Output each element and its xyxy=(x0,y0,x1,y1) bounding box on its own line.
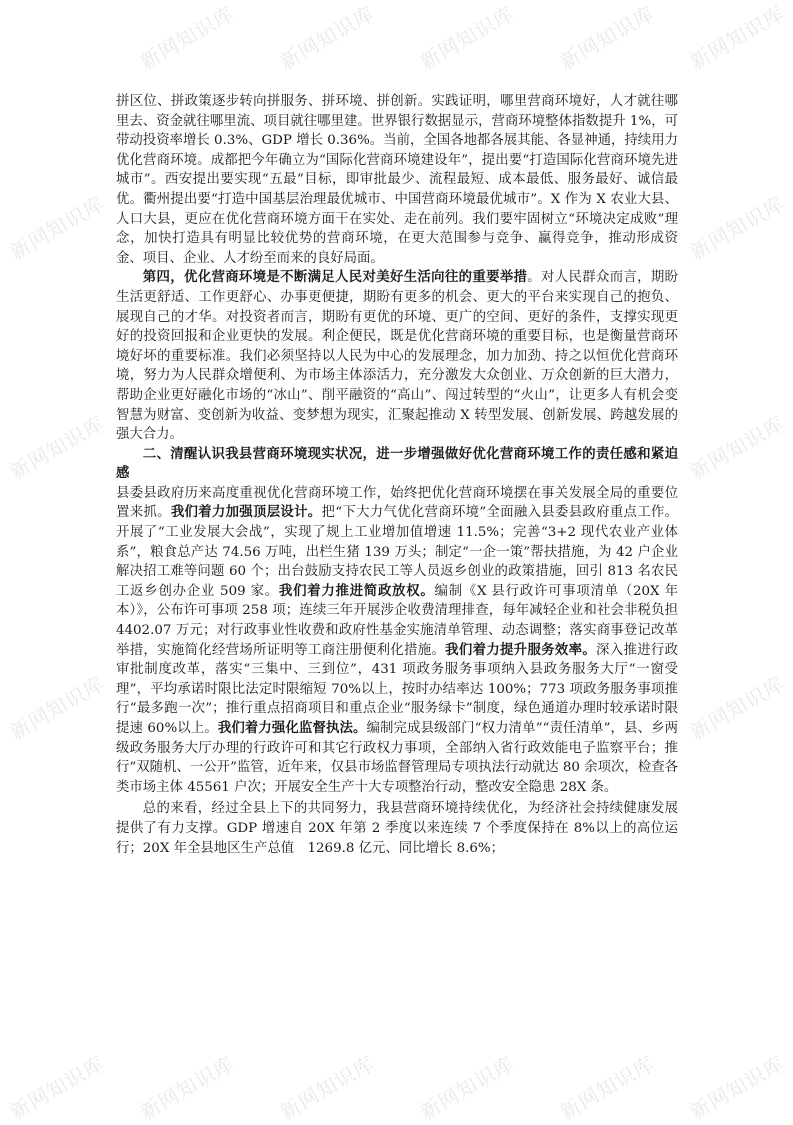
section-heading-2: 二、清醒认识我县营商环境现实状况，进一步增强做好优化营商环境工作的责任感和紧迫感 xyxy=(116,445,678,482)
watermark: 新网知识库 xyxy=(5,671,109,745)
watermark: 新网知识库 xyxy=(5,411,109,485)
paragraph-county-work xyxy=(116,484,678,798)
watermark: 新网知识库 xyxy=(685,1,789,75)
watermark: 新网知识库 xyxy=(275,1,379,75)
watermark: 新网知识库 xyxy=(555,1,659,75)
watermark: 新网知识库 xyxy=(685,191,789,265)
bold-lead-decentralization: 我们着力推进简政放权。 xyxy=(278,582,435,599)
service-efficiency-text: 深入推进行政审批制度改革，落实“三集中、三到位”，431 项政务服务事项纳入县政务服务大厅“一窗受理”，平均承诺时限比法定时限缩短 70%以上，按时办结率达 100%；773 项政务服务事项推行“最多跑一次”；推行重点招商项目和重点企业“服务绿卡”制度，绿色通道办理时较承诺时限提速 60%以上。 xyxy=(116,642,679,736)
paragraph-business-environment: 拼区位、拼政策逐步转向拼服务、拼环境、拼创新。实践证明，哪里营商环境好，人才就往哪里去、资金就往哪里流、项目就往哪里建。世界银行数据显示，营商环境整体指数提升 1%，可带动投资率增长 0.3%、GDP 增长 0.36%。当前，全国各地都各展其能、各显神通，持续用力优化营商环境。成都把今年确立为“国际化营商环境建设年”，提出要“打造国际化营商环境先进城市”。西安提出要实现“五最”目标，即审批最少、流程最短、成本最低、服务最好、诚信最优。衢州提出要“打造中国基层治理最优城市、中国营商环境最优城市”。X 作为 X 农业大县、人口大县，更应在优化营商环境方面干在实处、走在前列。我们要牢固树立“环境决定成败”理念，加快打造具有明显比较优势的营商环境，在更大范围参与竞争、赢得竞争，推动形成资金、项目、企业、人才纷至而来的良好局面。 xyxy=(116,94,678,266)
bold-lead-service-efficiency: 我们着力提升服务效率。 xyxy=(445,641,597,658)
watermark: 新网知识库 xyxy=(5,1051,109,1125)
watermark: 新网知识库 xyxy=(685,671,789,745)
document-body xyxy=(116,92,678,858)
watermark: 新网知识库 xyxy=(5,191,109,265)
watermark: 新网知识库 xyxy=(685,411,789,485)
bold-lead-fourth: 第四，优化营商环境是不断满足人民对美好生活向往的重要举措 xyxy=(142,269,528,286)
watermark: 新网知识库 xyxy=(275,1051,379,1125)
bold-lead-supervision: 我们着力强化监督执法。 xyxy=(217,720,367,736)
watermark: 新网知识库 xyxy=(555,1051,659,1125)
watermark: 新网知识库 xyxy=(685,1051,789,1125)
watermark: 新网知识库 xyxy=(415,1,519,75)
supervision-text: 编制完成县级部门“权力清单”“责任清单”，县、乡两级政务服务大厅办理的行政许可和其它行政权力事项，全部纳入省行政效能电子监察平台；推行“双随机、一公开”监管，近年来，仅县市场监督管理局专项执法行动就达 80 余项次，检查各类市场主体 45561 户次；开展安全生产十大专项整治行动，整改安全隐患 28X 条。 xyxy=(116,721,678,795)
watermark: 新网知识库 xyxy=(135,1,239,75)
paragraph-summary: 总的来看，经过全县上下的共同努力，我县营商环境持续优化，为经济社会持续健康发展提供了有力支撑。GDP 增速自 20X 年第 2 季度以来连续 7 个季度保持在 8%以上的高位运行；20X 年全县地区生产总值 1269.8 亿元、同比增长 8.6%； xyxy=(116,801,678,856)
watermark: 新网知识库 xyxy=(415,1051,519,1125)
top-design-text: 把“下大力气优化营商环境”全面融入县委县政府重点工作。开展了“工业发展大会战”，实现了规上工业增加值增速 11.5%；完善“3+2 现代农业产业体系”，粮食总产达 74.56 万吨，出栏生猪 139 万头；制定“一企一策”帮扶措施，为 42 户企业解决招工难等问题 60 个；出台鼓励支持农民工等人员返乡创业的政策措施，回引 813 名农民工返乡创办企业 509 家。 xyxy=(116,505,679,599)
bold-lead-top-design: 我们着力加强顶层设计。 xyxy=(170,504,322,521)
paragraph-fourth-text: 。对人民群众而言，期盼生活更舒适、工作更舒心、办事更便捷，期盼有更多的机会、更大的平台来实现自己的抱负、展现自己的才华。对投资者而言，期盼有更优的环境、更广的空间、更好的条件，支撑实现更好的投资回报和企业更快的发展。利企便民，既是优化营商环境的重要目标，也是衡量营商环境好坏的重要标准。我们必须坚持以人民为中心的发展理念，加力加劲、持之以恒优化营商环境，努力为人民群众增便利、为市场主体添活力，充分激发大众创业、万众创新的巨大潜力，帮助企业更好融化市场的“冰山”、削平融资的“高山”、闯过转型的“火山”，让更多人有机会变智慧为财富、变创新为收益、变梦想为现实，汇聚起推动 X 转型发展、创新发展、跨越发展的强大合力。 xyxy=(116,270,679,443)
county-work-intro: 县委县政府历来高度重视优化营商环境工作，始终把优化营商环境摆在事关发展全局的重要位置来抓。 xyxy=(116,485,678,521)
watermark: 新网知识库 xyxy=(135,1051,239,1125)
decentralization-text: 编制《X 县行政许可事项清单（20X 年本）》，公布许可事项 258 项；连续三年开展涉企收费清理排查，每年减轻企业和社会非税负担 4402.07 万元；对行政事业性收费和政府性基金实施清单管理、动态调整；落实商事登记改革举措，实施简化经营场所证明等工商注册便利化措施。 xyxy=(116,583,678,658)
paragraph-fourth-point xyxy=(116,268,678,444)
